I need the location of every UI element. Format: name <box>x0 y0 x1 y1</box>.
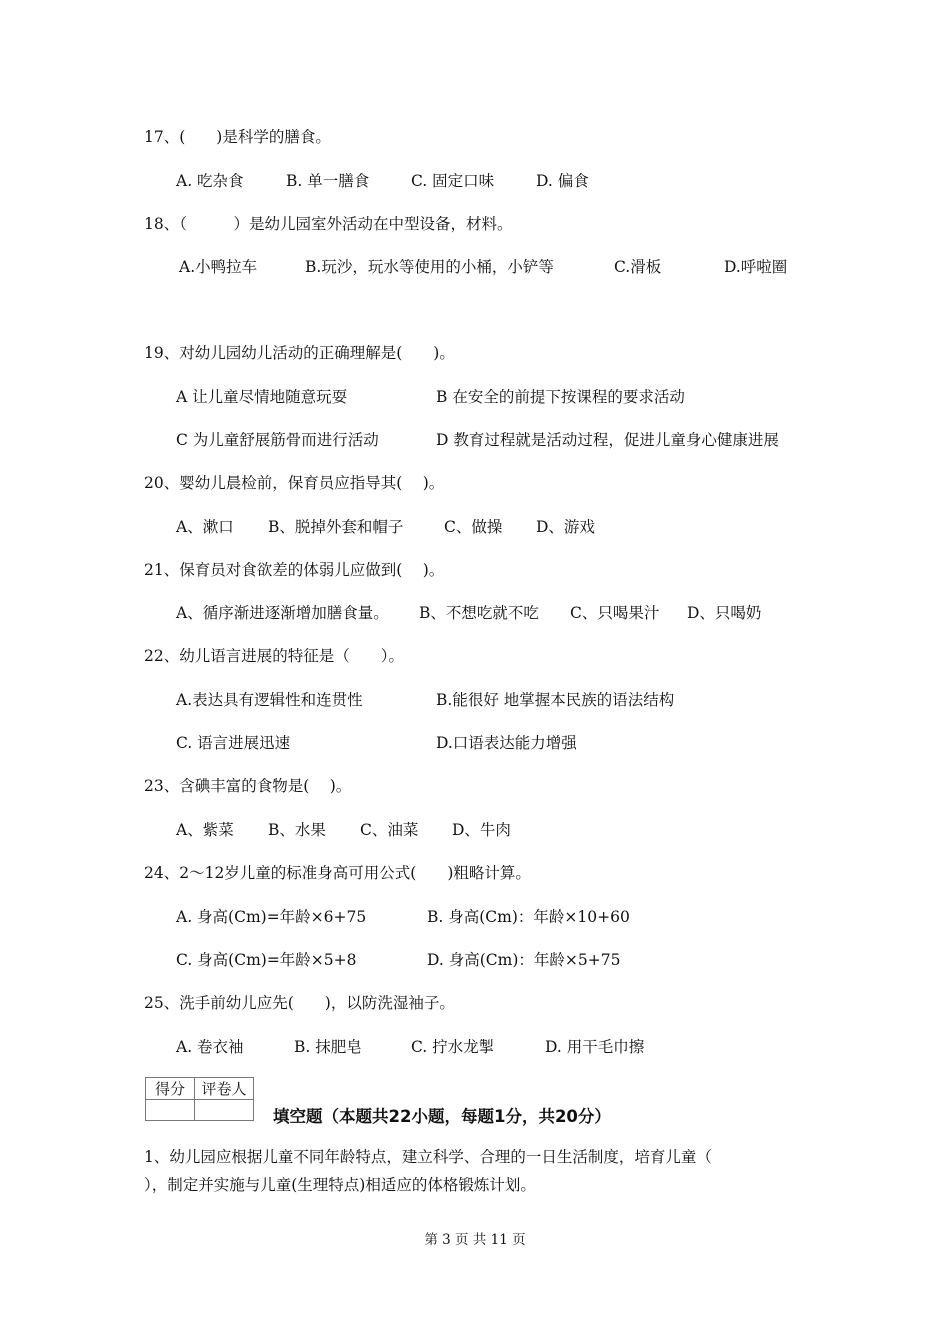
question-18-stem: 18、（ ）是幼儿园室外活动在中型设备，材料。 <box>144 215 513 233</box>
question-17-option-b: B. 单一膳食 <box>286 172 370 190</box>
question-25-option-c: C. 拧水龙掣 <box>411 1038 495 1056</box>
question-17-stem: 17、( )是科学的膳食。 <box>144 128 331 146</box>
question-20-option-b: B、脱掉外套和帽子 <box>268 518 404 536</box>
grader-header: 评卷人 <box>195 1078 254 1100</box>
question-19-option-b: B 在安全的前提下按课程的要求活动 <box>436 388 685 406</box>
question-20-option-c: C、做操 <box>444 518 503 536</box>
question-24-stem: 24、2～12岁儿童的标准身高可用公式( )粗略计算。 <box>144 864 531 882</box>
question-21-option-a: A、循序渐进逐渐增加膳食量。 <box>176 604 389 622</box>
question-25-option-d: D. 用干毛巾擦 <box>545 1038 645 1056</box>
fill-question-1-line1: 1、幼儿园应根据儿童不同年龄特点，建立科学、合理的一日生活制度，培育儿童（ <box>144 1148 712 1166</box>
question-18-option-a: A.小鸭拉车 <box>179 258 258 276</box>
question-22-stem: 22、幼儿语言进展的特征是（ ）。 <box>144 647 404 665</box>
question-23-stem: 23、含碘丰富的食物是( )。 <box>144 777 352 795</box>
question-19-option-d: D 教育过程就是活动过程，促进儿童身心健康进展 <box>436 431 779 449</box>
question-21-option-d: D、只喝奶 <box>687 604 762 622</box>
question-24-option-d: D. 身高(Cm)：年龄×5+75 <box>427 951 621 969</box>
question-22-option-a: A.表达具有逻辑性和连贯性 <box>176 691 363 709</box>
question-17-option-a: A. 吃杂食 <box>176 172 244 190</box>
question-25-stem: 25、洗手前幼儿应先( )，以防洗湿袖子。 <box>144 994 455 1012</box>
question-17-option-c: C. 固定口味 <box>411 172 495 190</box>
question-19-option-c: C 为儿童舒展筋骨而进行活动 <box>176 431 379 449</box>
question-20-stem: 20、婴幼儿晨检前，保育员应指导其( )。 <box>144 474 445 492</box>
question-18-option-b: B.玩沙，玩水等使用的小桶，小铲等 <box>305 258 554 276</box>
question-24-option-c: C. 身高(Cm)=年龄×5+8 <box>176 951 357 969</box>
question-22-option-d: D.口语表达能力增强 <box>436 734 577 752</box>
question-20-option-d: D、游戏 <box>536 518 595 536</box>
score-table <box>145 1077 254 1121</box>
question-25-option-a: A. 卷衣袖 <box>176 1038 244 1056</box>
question-24-option-b: B. 身高(Cm)：年龄×10+60 <box>427 908 630 926</box>
question-24-option-a: A. 身高(Cm)=年龄×6+75 <box>176 908 367 926</box>
question-23-option-a: A、紫菜 <box>176 821 234 839</box>
question-21-option-c: C、只喝果汁 <box>570 604 660 622</box>
grader-cell <box>195 1100 254 1121</box>
question-21-option-b: B、不想吃就不吃 <box>419 604 539 622</box>
question-23-option-d: D、牛肉 <box>452 821 511 839</box>
section-title: 填空题（本题共22小题，每题1分，共20分） <box>273 1107 611 1126</box>
page-footer: 第 3 页 共 11 页 <box>424 1232 526 1248</box>
score-header: 得分 <box>146 1078 195 1100</box>
question-22-option-b: B.能很好 地掌握本民族的语法结构 <box>436 691 675 709</box>
score-cell <box>146 1100 195 1121</box>
question-22-option-c: C. 语言进展迅速 <box>176 734 291 752</box>
question-19-option-a: A 让儿童尽情地随意玩耍 <box>176 388 348 406</box>
question-23-option-b: B、水果 <box>268 821 326 839</box>
question-17-option-d: D. 偏食 <box>536 172 589 190</box>
question-21-stem: 21、保育员对食欲差的体弱儿应做到( )。 <box>144 561 445 579</box>
fill-question-1-line2: ），制定并实施与儿童(生理特点)相适应的体格锻炼计划。 <box>144 1176 536 1194</box>
question-20-option-a: A、漱口 <box>176 518 234 536</box>
question-25-option-b: B. 抹肥皂 <box>294 1038 362 1056</box>
question-19-stem: 19、对幼儿园幼儿活动的正确理解是( )。 <box>144 344 455 362</box>
question-18-option-c: C.滑板 <box>614 258 662 276</box>
question-18-option-d: D.呼啦圈 <box>724 258 788 276</box>
question-23-option-c: C、油菜 <box>360 821 419 839</box>
